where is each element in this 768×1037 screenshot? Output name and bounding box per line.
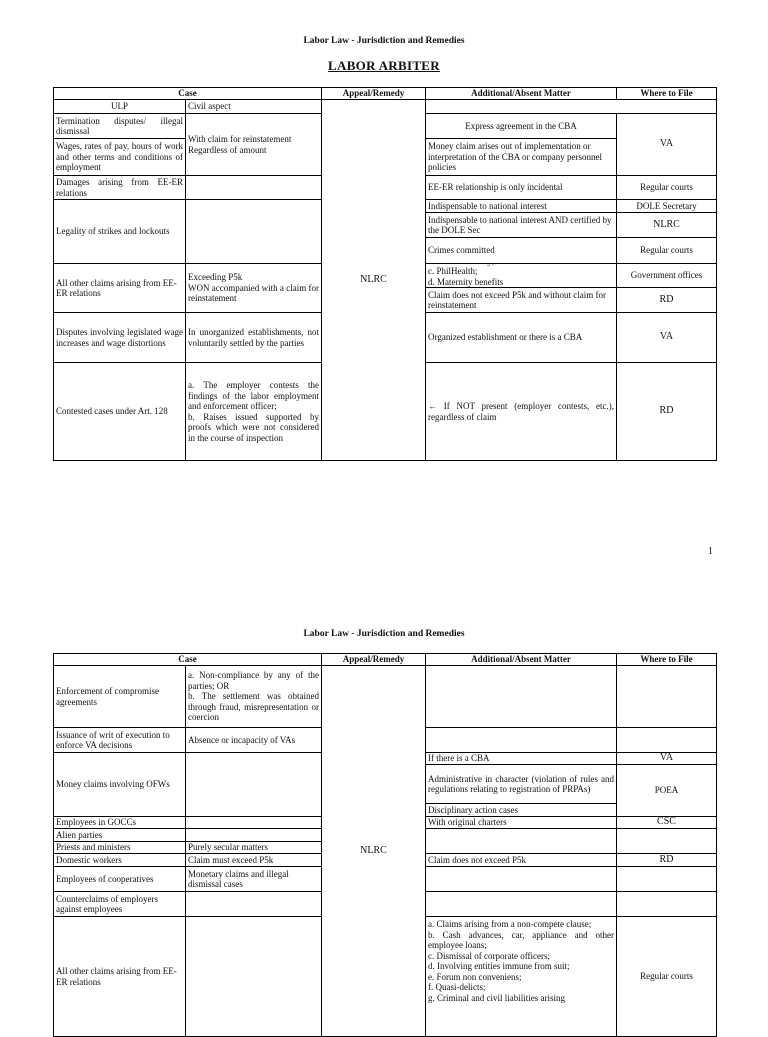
additional-cell bbox=[426, 100, 717, 114]
col-header-additional: Additional/Absent Matter bbox=[426, 654, 617, 666]
condition-cell: Monetary claims and illegal dismissal cases bbox=[186, 867, 322, 892]
condition-cell: Exceeding P5k WON accompanied with a claim for reinstatement bbox=[186, 264, 322, 313]
col-header-additional: Additional/Absent Matter bbox=[426, 88, 617, 100]
where-cell: NLRC bbox=[617, 213, 717, 238]
case-cell: Contested cases under Art. 128 bbox=[54, 363, 186, 461]
case-cell: Domestic workers bbox=[54, 854, 186, 867]
appeal-cell: NLRC bbox=[322, 100, 426, 461]
additional-cell: Disciplinary action cases bbox=[426, 804, 617, 817]
page-title: LABOR ARBITER bbox=[328, 58, 440, 73]
where-cell: Regular courts bbox=[617, 917, 717, 1037]
condition-cell bbox=[186, 892, 322, 917]
additional-cell bbox=[426, 666, 617, 728]
where-cell: RD bbox=[617, 288, 717, 313]
col-header-appeal: Appeal/Remedy bbox=[322, 654, 426, 666]
case-cell: Enforcement of compromise agreements bbox=[54, 666, 186, 728]
condition-cell: a. Non-compliance by any of the parties; OR b. The settlement was obtained through fraud, misrepresentation or coercion bbox=[186, 666, 322, 728]
additional-cell: a. Claims arising from a non-compete clause; b. Cash advances, car, appliance and other employee loans; c. Dismissal of corporate officers; d. Involving entities immune from suit; e. Forum non conveniens; f. Quasi-delicts; g. Criminal and civil liabilities arising bbox=[426, 917, 617, 1037]
col-header-appeal: Appeal/Remedy bbox=[322, 88, 426, 100]
jurisdiction-table bbox=[53, 87, 717, 461]
condition-cell: Civil aspect bbox=[186, 100, 322, 114]
page-header: Labor Law - Jurisdiction and Remedies bbox=[303, 36, 465, 46]
condition-cell bbox=[186, 753, 322, 817]
additional-cell: EE-ER relationship is only incidental bbox=[426, 176, 617, 200]
additional-cell: Express agreement in the CBA bbox=[426, 114, 617, 139]
additional-cell: Claim does not exceed P5k bbox=[426, 854, 617, 867]
additional-cell: Money claim arises out of implementation or interpretation of the CBA or company personnel policies bbox=[426, 139, 617, 176]
additional-cell: With original charters bbox=[426, 817, 617, 829]
condition-cell bbox=[186, 917, 322, 1037]
page-number: 1 bbox=[708, 546, 713, 557]
where-cell: VA bbox=[617, 753, 717, 765]
additional-cell: ← If NOT present (employer contests, etc.), regardless of claim bbox=[426, 363, 617, 461]
additional-cell: c. PhilHealth; d. Maternity benefits bbox=[426, 264, 617, 288]
where-cell: DOLE Secretary bbox=[617, 200, 717, 213]
where-cell: Regular courts bbox=[617, 176, 717, 200]
where-cell bbox=[617, 728, 717, 753]
col-header-case: Case bbox=[54, 654, 322, 666]
additional-cell bbox=[426, 892, 617, 917]
condition-cell bbox=[186, 817, 322, 829]
case-cell: Employees of cooperatives bbox=[54, 867, 186, 892]
additional-cell bbox=[426, 829, 617, 854]
jurisdiction-table bbox=[53, 653, 717, 1037]
additional-cell: Organized establishment or there is a CBA bbox=[426, 313, 617, 363]
where-cell: RD bbox=[617, 854, 717, 867]
where-cell: VA bbox=[617, 313, 717, 363]
condition-cell: Claim must exceed P5k bbox=[186, 854, 322, 867]
case-cell: Alien parties bbox=[54, 829, 186, 842]
case-cell: Wages, rates of pay, hours of work and other terms and conditions of employment bbox=[54, 139, 186, 176]
additional-cell: Claim does not exceed P5k and without claim for reinstatement bbox=[426, 288, 617, 313]
additional-cell: Indispensable to national interest AND certified by the DOLE Sec bbox=[426, 213, 617, 238]
case-cell: Employees in GOCCs bbox=[54, 817, 186, 829]
case-cell: Disputes involving legislated wage increases and wage distortions bbox=[54, 313, 186, 363]
additional-cell bbox=[426, 728, 617, 753]
condition-cell bbox=[186, 829, 322, 842]
where-cell: Regular courts bbox=[617, 238, 717, 264]
case-cell: Damages arising from EE-ER relations bbox=[54, 176, 186, 200]
where-cell: POEA bbox=[617, 765, 717, 817]
where-cell bbox=[617, 829, 717, 854]
case-cell: Priests and ministers bbox=[54, 842, 186, 854]
col-header-where: Where to File bbox=[617, 88, 717, 100]
where-cell: Government offices bbox=[617, 264, 717, 288]
case-cell: All other claims arising from EE-ER relations bbox=[54, 264, 186, 313]
additional-cell: Indispensable to national interest bbox=[426, 200, 617, 213]
where-cell bbox=[617, 666, 717, 728]
case-cell: ULP bbox=[54, 100, 186, 114]
additional-cell: Crimes committed bbox=[426, 238, 617, 264]
where-cell bbox=[617, 867, 717, 892]
case-cell: Money claims involving OFWs bbox=[54, 753, 186, 817]
case-cell: All other claims arising from EE-ER relations bbox=[54, 917, 186, 1037]
condition-cell: Absence or incapacity of VAs bbox=[186, 728, 322, 753]
col-header-where: Where to File bbox=[617, 654, 717, 666]
where-cell: VA bbox=[617, 114, 717, 176]
page-header: Labor Law - Jurisdiction and Remedies bbox=[303, 629, 465, 639]
additional-cell: If there is a CBA bbox=[426, 753, 617, 765]
condition-cell: With claim for reinstatement Regardless of amount bbox=[186, 114, 322, 176]
condition-cell: a. The employer contests the findings of the labor employment and enforcement officer; b. Raises issued supported by proofs which were not considered in the course of inspection bbox=[186, 363, 322, 461]
condition-cell: Purely secular matters bbox=[186, 842, 322, 854]
case-cell: Counterclaims of employers against employees bbox=[54, 892, 186, 917]
where-cell bbox=[617, 892, 717, 917]
condition-cell: In unorganized establishments, not voluntarily settled by the parties bbox=[186, 313, 322, 363]
where-cell: CSC bbox=[617, 817, 717, 829]
appeal-cell: NLRC bbox=[322, 666, 426, 1037]
where-cell: RD bbox=[617, 363, 717, 461]
case-cell: Issuance of writ of execution to enforce VA decisions bbox=[54, 728, 186, 753]
case-cell: Termination disputes/ illegal dismissal bbox=[54, 114, 186, 139]
col-header-case: Case bbox=[54, 88, 322, 100]
condition-cell bbox=[186, 200, 322, 264]
case-cell: Legality of strikes and lockouts bbox=[54, 200, 186, 264]
additional-cell bbox=[426, 867, 617, 892]
additional-cell: Administrative in character (violation of rules and regulations relating to registration of PRPAs) bbox=[426, 765, 617, 804]
condition-cell bbox=[186, 176, 322, 200]
